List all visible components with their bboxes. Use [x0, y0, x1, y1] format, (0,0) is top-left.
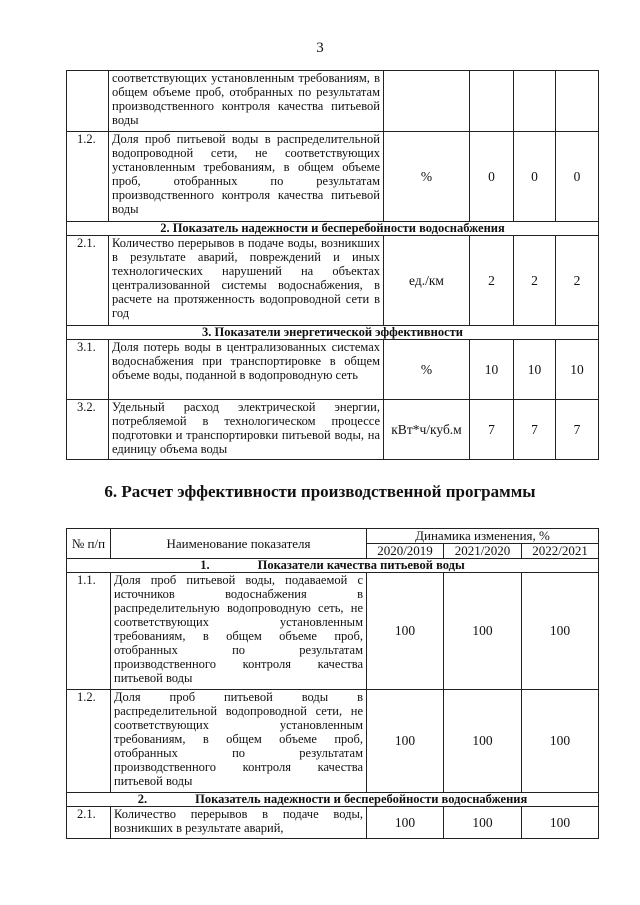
value-cell: 100 [444, 690, 522, 793]
col-header-name: Наименование показателя [111, 529, 367, 559]
table-row [67, 236, 599, 326]
value-cell: 100 [522, 573, 599, 690]
section-title: 2. Показатель надежности и бесперебойности водоснабжения [67, 222, 599, 236]
value-cell: 100 [367, 690, 444, 793]
row-number: 1.2. [67, 132, 109, 222]
row-number: 3.2. [67, 400, 109, 460]
value-cell: 7 [470, 400, 514, 460]
indicator-name: соответствующих установленным требованиям, в общем объеме проб, отобранных по результатам производственного контроля качества питьевой воды [109, 71, 384, 132]
row-number: 1.1. [67, 573, 111, 690]
row-number: 3.1. [67, 340, 109, 400]
value-cell: 10 [470, 340, 514, 400]
indicators-table [66, 70, 599, 460]
value-cell: 100 [367, 807, 444, 839]
indicator-name: Доля потерь воды в централизованных системах водоснабжения при транспортировке в общем объеме воды, поданной в водопроводную сеть [109, 340, 384, 400]
unit-cell: % [384, 340, 470, 400]
table-row [67, 690, 599, 793]
page-number: 3 [316, 40, 324, 56]
col-header-year: 2021/2020 [444, 544, 522, 559]
value-cell: 2 [556, 236, 599, 326]
value-cell: 100 [367, 573, 444, 690]
table-row [67, 573, 599, 690]
value-cell: 2 [470, 236, 514, 326]
value-cell: 2 [514, 236, 556, 326]
value-cell: 100 [522, 690, 599, 793]
section-title: Показатель надежности и бесперебойности водоснабжения [195, 792, 528, 806]
efficiency-table [66, 528, 599, 839]
indicator-name: Количество перерывов в подаче воды, возникших в результате аварий, [111, 807, 367, 839]
indicator-name: Доля проб питьевой воды в распределительной водопроводной сети, не соответствующих установленным требованиям, в общем объеме проб, отобранных по результатам производственного контроля качества питьевой воды [109, 132, 384, 222]
value-cell: 0 [556, 132, 599, 222]
section-header [67, 222, 599, 236]
value-cell: 7 [556, 400, 599, 460]
section-title: 3. Показатели энергетической эффективности [67, 326, 599, 340]
indicator-name: Удельный расход электрической энергии, потребляемой в технологическом процессе подготовки и транспортировки питьевой воды, на единицу объема воды [109, 400, 384, 460]
section-number: 1. [200, 558, 210, 572]
section-heading: 6. Расчет эффективности производственной программы [104, 482, 536, 501]
section-title: Показатели качества питьевой воды [257, 558, 465, 572]
section-header [67, 793, 599, 807]
indicator-name: Доля проб питьевой воды, подаваемой с источников водоснабжения в распределительную водопроводную сеть, не соответствующих установленным требованиям, в общем объеме проб, отобранных по результатам производственного контроля качества питьевой воды [111, 573, 367, 690]
unit-cell: ед./км [384, 236, 470, 326]
value-cell: 100 [444, 807, 522, 839]
value-cell: 10 [556, 340, 599, 400]
table-row [67, 400, 599, 460]
value-cell: 100 [444, 573, 522, 690]
value-cell: 7 [514, 400, 556, 460]
table-header-row [67, 529, 599, 544]
col-header-year: 2022/2021 [522, 544, 599, 559]
value-cell: 0 [514, 132, 556, 222]
table-row [67, 807, 599, 839]
value-cell: 0 [470, 132, 514, 222]
row-number: 2.1. [67, 236, 109, 326]
row-number: 1.2. [67, 690, 111, 793]
table-row [67, 132, 599, 222]
section-header [67, 559, 599, 573]
col-header-dynamics: Динамика изменения, % [367, 529, 599, 544]
unit-cell: % [384, 132, 470, 222]
value-cell: 100 [522, 807, 599, 839]
table-row [67, 340, 599, 400]
section-number: 2. [137, 792, 148, 806]
indicator-name: Доля проб питьевой воды в распределительной водопроводной сети, не соответствующих установленным требованиям, в общем объеме проб, отобранных по результатам производственного контроля качества питьевой воды [111, 690, 367, 793]
unit-cell: кВт*ч/куб.м [384, 400, 470, 460]
table-row [67, 71, 599, 132]
value-cell: 10 [514, 340, 556, 400]
indicator-name: Количество перерывов в подаче воды, возникших в результате аварий, повреждений и иных технологических нарушений на объектах централизованной системы водоснабжения, в расчете на протяженность водопроводной сети в год [109, 236, 384, 326]
section-header [67, 326, 599, 340]
col-header-year: 2020/2019 [367, 544, 444, 559]
row-number: 2.1. [67, 807, 111, 839]
col-header-num: № п/п [67, 529, 111, 559]
